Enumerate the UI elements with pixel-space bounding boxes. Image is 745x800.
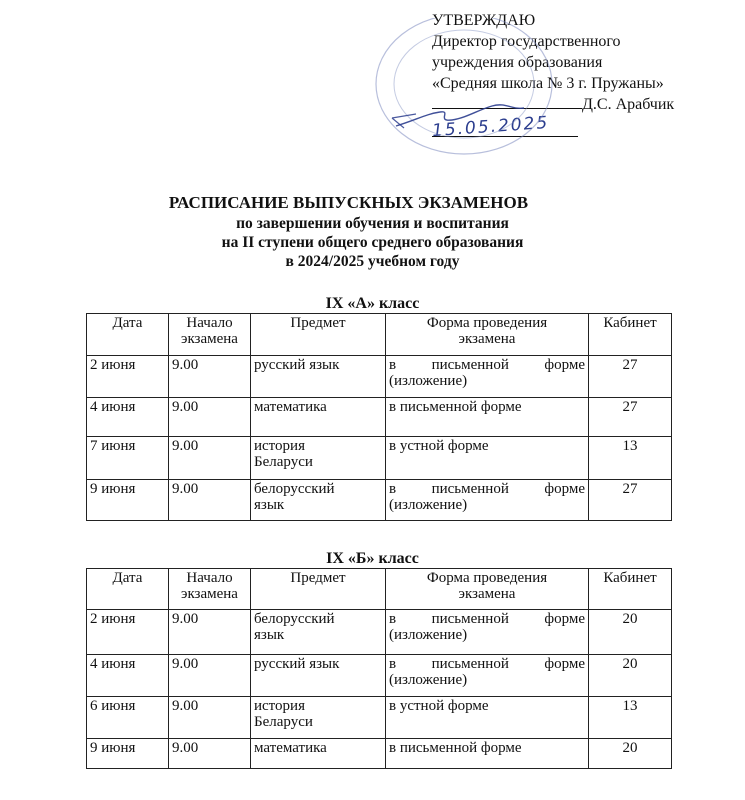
row-form-line1: в устной форме xyxy=(389,438,489,454)
row-subject xyxy=(251,697,386,739)
row-subject xyxy=(251,739,386,769)
header-room: Кабинет xyxy=(589,569,672,610)
row-form-line1: в письменной форме xyxy=(389,399,522,415)
table-row xyxy=(87,437,672,480)
row-subject-line2: Беларуси xyxy=(254,714,313,730)
row-subject xyxy=(251,356,386,398)
row-form-line2: (изложение) xyxy=(389,373,468,389)
row-subject xyxy=(251,480,386,521)
row-time: 9.00 xyxy=(169,655,251,697)
table-row xyxy=(87,356,672,398)
row-time: 9.00 xyxy=(169,739,251,769)
row-form xyxy=(386,739,589,769)
document-title: РАСПИСАНИЕ ВЫПУСКНЫХ ЭКЗАМЕНОВ xyxy=(168,193,529,212)
header-start-line2: экзамена xyxy=(181,331,238,347)
table-row xyxy=(87,739,672,769)
document-subtitle-2: на II ступени общего среднего образования xyxy=(221,234,524,251)
row-time: 9.00 xyxy=(169,398,251,437)
header-start-line1: Начало xyxy=(186,315,233,331)
row-room: 27 xyxy=(589,480,672,521)
header-form-line1: Формa проведения xyxy=(426,570,548,586)
row-date: 9 июня xyxy=(87,739,169,769)
class-b-title: IX «Б» класс xyxy=(326,550,419,567)
row-subject-line1: белорусский xyxy=(254,611,335,627)
header-form xyxy=(386,314,589,356)
header-date: Дата xyxy=(87,569,169,610)
approval-position-line: Директор государственного xyxy=(432,33,621,50)
header-date: Дата xyxy=(87,314,169,356)
row-subject-line1: русский язык xyxy=(254,357,340,373)
table-row xyxy=(87,655,672,697)
row-form xyxy=(386,356,589,398)
header-subject: Предмет xyxy=(251,314,386,356)
signature-name: Д.С. Арабчик xyxy=(582,96,675,113)
document-subtitle-3: в 2024/2025 учебном году xyxy=(285,253,460,270)
approval-institution-line: учреждения образования xyxy=(432,54,603,71)
row-subject-line2: язык xyxy=(254,627,285,643)
row-room: 20 xyxy=(589,739,672,769)
row-form xyxy=(386,398,589,437)
table-row xyxy=(87,480,672,521)
row-subject-line1: история xyxy=(254,698,305,714)
row-date: 2 июня xyxy=(87,610,169,655)
row-form-line1: в письменной форме xyxy=(389,611,585,627)
document-title-block xyxy=(0,192,745,271)
class-a-title: IX «А» класс xyxy=(325,295,420,312)
row-room: 13 xyxy=(589,697,672,739)
header-form-line2: экзамена xyxy=(458,586,516,602)
header-start-line2: экзамена xyxy=(181,586,238,602)
class-a-schedule-table xyxy=(86,313,672,521)
table-header-row xyxy=(87,314,672,356)
row-room: 13 xyxy=(589,437,672,480)
table-row xyxy=(87,398,672,437)
row-subject-line2: язык xyxy=(254,497,285,513)
row-subject-line1: математика xyxy=(254,740,327,756)
header-start xyxy=(169,314,251,356)
row-date: 4 июня xyxy=(87,398,169,437)
table-row xyxy=(87,610,672,655)
row-time: 9.00 xyxy=(169,697,251,739)
date-blank xyxy=(432,136,578,137)
row-time: 9.00 xyxy=(169,356,251,398)
row-time: 9.00 xyxy=(169,610,251,655)
table-header-row xyxy=(87,569,672,610)
header-form-line1: Формa проведения xyxy=(426,315,548,331)
approval-date-row xyxy=(431,112,732,142)
row-subject-line2: Беларуси xyxy=(254,454,313,470)
signature-blank xyxy=(432,108,582,109)
row-date: 9 июня xyxy=(87,480,169,521)
row-form xyxy=(386,437,589,480)
row-subject xyxy=(251,655,386,697)
row-date: 6 июня xyxy=(87,697,169,739)
header-subject: Предмет xyxy=(251,569,386,610)
handwritten-date: 15.05.2025 xyxy=(431,112,550,142)
signature-row xyxy=(432,94,732,115)
header-start-line1: Начало xyxy=(186,570,233,586)
row-time: 9.00 xyxy=(169,480,251,521)
class-b-schedule-table xyxy=(86,568,672,769)
row-subject-line1: русский язык xyxy=(254,656,340,672)
row-form xyxy=(386,655,589,697)
row-subject xyxy=(251,398,386,437)
row-form-line1: в письменной форме xyxy=(389,481,585,497)
header-start xyxy=(169,569,251,610)
header-room: Кабинет xyxy=(589,314,672,356)
row-form xyxy=(386,480,589,521)
table-row xyxy=(87,697,672,739)
row-form-line1: в письменной форме xyxy=(389,740,522,756)
row-date: 4 июня xyxy=(87,655,169,697)
row-room: 20 xyxy=(589,610,672,655)
row-subject-line1: история xyxy=(254,438,305,454)
row-form-line2: (изложение) xyxy=(389,672,468,688)
row-form-line1: в письменной форме xyxy=(389,357,585,373)
row-form xyxy=(386,697,589,739)
row-room: 20 xyxy=(589,655,672,697)
row-subject xyxy=(251,610,386,655)
header-form-line2: экзамена xyxy=(458,331,516,347)
approval-block xyxy=(432,10,732,141)
row-subject-line1: белорусский xyxy=(254,481,335,497)
approval-heading: УТВЕРЖДАЮ xyxy=(432,12,536,29)
row-form-line2: (изложение) xyxy=(389,497,468,513)
row-time: 9.00 xyxy=(169,437,251,480)
row-form-line1: в устной форме xyxy=(389,698,489,714)
row-date: 7 июня xyxy=(87,437,169,480)
document-subtitle-1: по завершении обучения и воспитания xyxy=(236,215,509,232)
row-subject xyxy=(251,437,386,480)
row-room: 27 xyxy=(589,356,672,398)
row-date: 2 июня xyxy=(87,356,169,398)
row-form-line2: (изложение) xyxy=(389,627,468,643)
row-subject-line1: математика xyxy=(254,399,327,415)
row-form xyxy=(386,610,589,655)
header-form xyxy=(386,569,589,610)
row-room: 27 xyxy=(589,398,672,437)
approval-school-line: «Средняя школа № 3 г. Пружаны» xyxy=(432,75,664,92)
row-form-line1: в письменной форме xyxy=(389,656,585,672)
